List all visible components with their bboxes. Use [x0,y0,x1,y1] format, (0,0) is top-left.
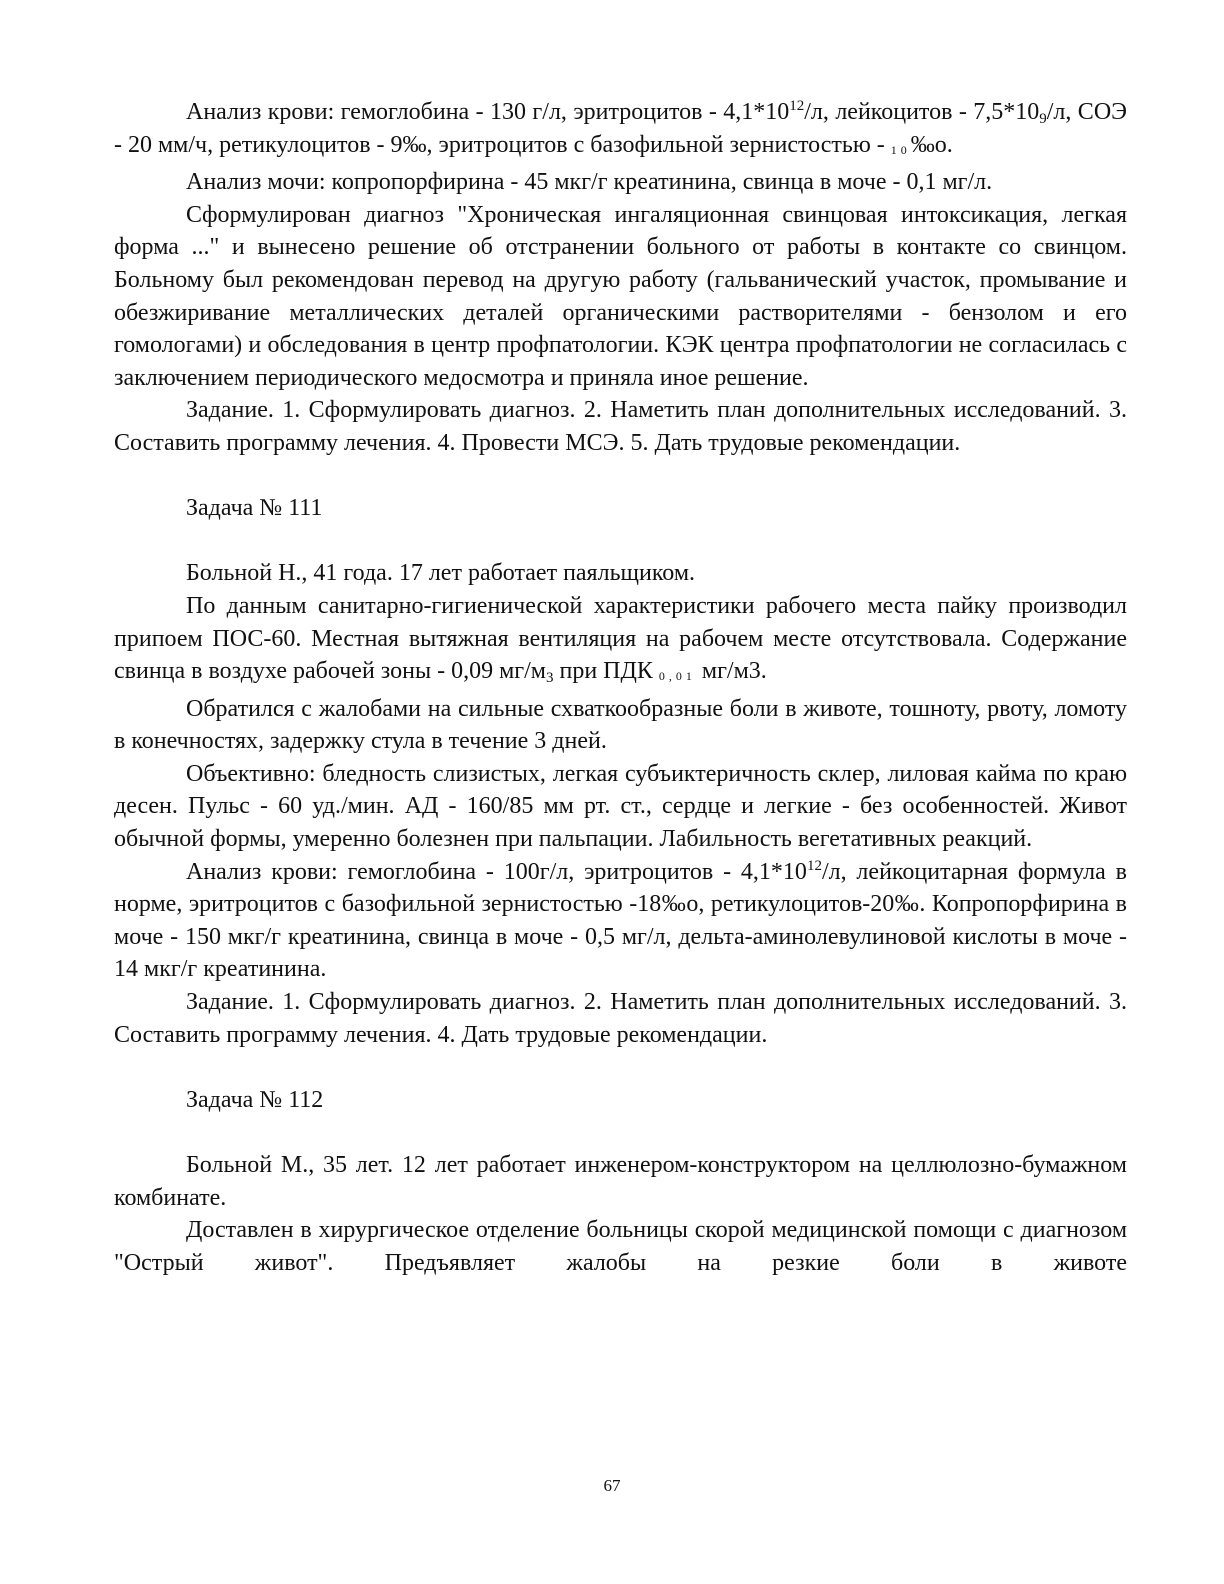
task-112-patient-paragraph: Больной М., 35 лет. 12 лет работает инженером-конструктором на целлюлозно-бумажном комбинате. [114,1152,1127,1211]
task-111-blood-analysis-paragraph: Анализ крови: гемоглобина - 100г/л, эритроцитов - $4,1*10^{12}/л$, лейкоцитарная формула в норме, эритроцитов с базофильной зернистостью -18‰o, ретикулоцитов-20‰. Копропорфирина в моче - 150 мкг/г креатинина, свинца в моче - 0,5 мг/л, дельта-аминолевулиновой кислоты в моче - 14 мкг/г креатинина. [114,857,1127,983]
urine-analysis-paragraph: Анализ мочи: копропорфирина - 45 мкг/г креатинина, свинца в моче - 0,1 мг/л. [186,169,993,196]
task-111-heading: Задача № 111 [186,495,323,522]
task-111-workplace-paragraph: По данным санитарно-гигиенической характеристики рабочего места пайку производил припоем ПОС-60. Местная вытяжная вентиляция на рабочем месте отсутствовала. Содержание свинца в воздухе рабочей зоны - 0,09 $мг/м_3$ при ПДК 0,01 мг/м3. [114,592,1127,687]
task-111-patient-paragraph: Больной Н., 41 года. 17 лет работает паяльщиком. [186,560,696,587]
task-111-assignment-paragraph: Задание. 1. Сформулировать диагноз. 2. Наметить план дополнительных исследований. 3. Составить программу лечения. 4. Дать трудовые рекомендации. [114,989,1127,1048]
document-page [114,96,1127,1279]
task-112-heading: Задача № 112 [186,1086,324,1113]
task-111-objective-paragraph: Объективно: бледность слизистых, легкая субъиктеричность склер, лиловая кайма по краю десен. Пульс - 60 уд./мин. АД - 160/85 мм рт. ст., сердце и легкие - без особенностей. Живот обычной формы, умеренно болезнен при пальпации. Лабильность вегетативных реакций. [114,760,1127,853]
task-111-complaints-paragraph: Обратился с жалобами на сильные схваткообразные боли в животе, тошноту, рвоту, ломоту в конечностях, задержку стула в течение 3 дней. [114,695,1127,755]
task-112-admission-paragraph: Доставлен в хирургическое отделение больницы скорой медицинской помощи с диагнозом "Острый живот". Предъявляет жалобы на резкие боли в животе [114,1217,1127,1276]
blood-analysis-paragraph: Анализ крови: гемоглобина - 130 г/л, эритроцитов - $4,1*10^{12}/л$, лейкоцитов - $7,5*10_9/л$, СОЭ - 20 мм/ч, ретикулоцитов - 9‰, эритроцитов с базофильной зернистостью - 10‰o. [114,98,1127,158]
page-number: 67 [603,1476,621,1495]
task-assignment-paragraph: Задание. 1. Сформулировать диагноз. 2. Наметить план дополнительных исследований. 3. Составить программу лечения. 4. Провести МСЭ. 5. Дать трудовые рекомендации. [114,397,1127,456]
diagnosis-paragraph: Сформулирован диагноз "Хроническая ингаляционная свинцовая интоксикация, легкая форма ..." и вынесено решение об отстранении больного от работы в контакте со свинцом. Больному был рекомендован перевод на другую работу (гальванический участок, промывание и обезжиривание металлических деталей органическими растворителями - бензолом и его гомологами) и обследования в центр профпатологии. КЭК центра профпатологии не согласилась с заключением периодического медосмотра и приняла иное решение. [114,201,1127,391]
